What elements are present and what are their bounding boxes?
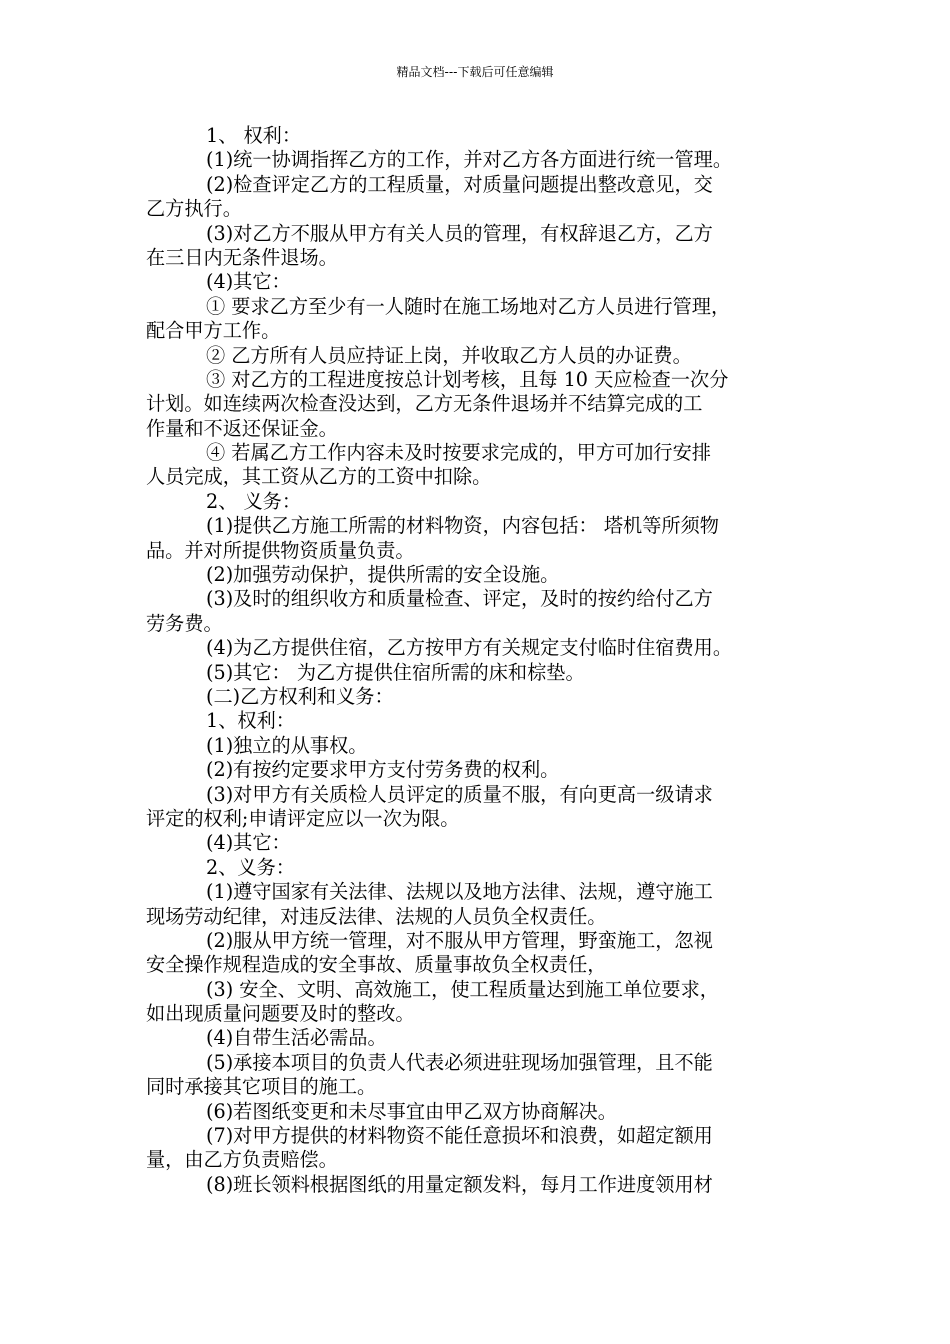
- text-line: (1)提供乙方施工所需的材料物资，内容包括： 塔机等所须物: [206, 514, 719, 538]
- text-line: 2、 义务：: [206, 489, 302, 513]
- text-line: 评定的权利;申请评定应以一次为限。: [146, 806, 460, 830]
- text-line: 在三日内无条件退场。: [146, 245, 338, 269]
- text-line: (2)加强劳动保护，提供所需的安全设施。: [206, 563, 560, 587]
- text-line: 乙方执行。: [146, 197, 242, 221]
- text-line: (7)对甲方提供的材料物资不能任意损坏和浪费，如超定额用: [206, 1124, 713, 1148]
- text-line: 人员完成，其工资从乙方的工资中扣除。: [146, 465, 492, 489]
- text-line: 现场劳动纪律，对违反法律、法规的人员负全权责任。: [146, 904, 607, 928]
- text-line: (3)及时的组织收方和质量检查、评定，及时的按约给付乙方: [206, 587, 713, 611]
- text-line: 如出现质量问题要及时的整改。: [146, 1002, 415, 1026]
- text-line: (4)为乙方提供住宿，乙方按甲方有关规定支付临时住宿费用。: [206, 636, 733, 660]
- document-body: [146, 124, 808, 1197]
- text-line: 量，由乙方负责赔偿。: [146, 1148, 338, 1172]
- text-line: 配合甲方工作。: [146, 319, 281, 343]
- text-line: 劳务费。: [146, 611, 223, 635]
- text-line: (1)统一协调指挥乙方的工作，并对乙方各方面进行统一管理。: [206, 148, 733, 172]
- text-line: 1、 权利：: [206, 124, 302, 147]
- page-header: 精品文档---下载后可任意编辑: [396, 65, 554, 79]
- text-line: ① 要求乙方至少有一人随时在施工场地对乙方人员进行管理，: [206, 294, 731, 318]
- text-line: (4)其它：: [206, 270, 291, 294]
- text-line: 1、权利：: [206, 709, 295, 733]
- text-line: 安全操作规程造成的安全事故、质量事故负全权责任，: [146, 953, 607, 977]
- text-line: 同时承接其它项目的施工。: [146, 1075, 377, 1099]
- text-line: (2)服从甲方统一管理，对不服从甲方管理，野蛮施工，忽视: [206, 928, 713, 952]
- text-line: (3) 安全、文明、高效施工，使工程质量达到施工单位要求，: [206, 977, 719, 1001]
- text-line: (3)对甲方有关质检人员评定的质量不服，有向更高一级请求: [206, 782, 713, 806]
- text-line: (4)其它：: [206, 831, 291, 855]
- text-line: 2、义务：: [206, 855, 295, 879]
- text-line: ④ 若属乙方工作内容未及时按要求完成的，甲方可加行安排: [206, 441, 711, 465]
- text-line: 计划。如连续两次检查没达到，乙方无条件退场并不结算完成的工: [146, 392, 703, 416]
- text-line: (8)班长领料根据图纸的用量定额发料，每月工作进度领用材: [206, 1172, 713, 1196]
- text-line: 品。并对所提供物资质量负责。: [146, 538, 415, 562]
- text-line: (2)检查评定乙方的工程质量，对质量问题提出整改意见，交: [206, 172, 713, 196]
- text-line: ② 乙方所有人员应持证上岗，并收取乙方人员的办证费。: [206, 343, 692, 367]
- text-line: 作量和不返还保证金。: [146, 416, 338, 440]
- text-line: (二)乙方权利和义务：: [206, 684, 394, 708]
- text-line: (5)其它： 为乙方提供住宿所需的床和棕垫。: [206, 660, 585, 684]
- text-line: (3)对乙方不服从甲方有关人员的管理，有权辞退乙方，乙方: [206, 221, 713, 245]
- text-line: (2)有按约定要求甲方支付劳务费的权利。: [206, 758, 560, 782]
- text-line: (5)承接本项目的负责人代表必须进驻现场加强管理，且不能: [206, 1050, 713, 1074]
- text-line: (1)独立的从事权。: [206, 733, 368, 757]
- text-line: (4)自带生活必需品。: [206, 1026, 387, 1050]
- text-line: (6)若图纸变更和未尽事宜由甲乙双方协商解决。: [206, 1099, 617, 1123]
- text-line: ③ 对乙方的工程进度按总计划考核，且每 10 天应检查一次分: [206, 367, 729, 391]
- text-line: (1)遵守国家有关法律、法规以及地方法律、法规，遵守施工: [206, 880, 713, 904]
